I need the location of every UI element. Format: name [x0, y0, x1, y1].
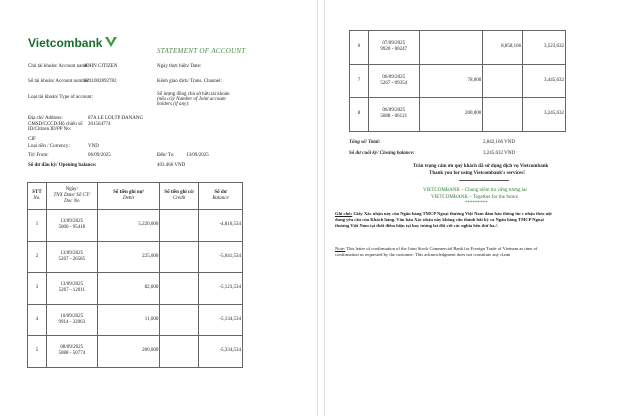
row-number: 6 — [350, 31, 369, 65]
row-balance: -5,134,534 — [199, 304, 243, 336]
row-date-doc: 07/09/2025 9920 - 00247 — [368, 31, 419, 65]
row-credit — [483, 98, 523, 132]
account-name-label: Chủ tài khoản/ Account name: — [28, 64, 89, 69]
row-date-doc: 06/09/2025 5267 - 09354 — [368, 64, 419, 98]
row-debit: 200,000 — [419, 98, 483, 132]
currency: VND — [88, 144, 99, 149]
id-label-2: ID/Citizen ID/PP No: — [28, 127, 72, 132]
row-balance: -5,123,534 — [199, 273, 243, 305]
note-en: Note: This letter of confirmation of the Joint Stock Commercial Bank for Foreign Trade of Vietnam as time of confirmation as requested by the customer. This acknowledgment does not constitute any claim — [335, 246, 538, 257]
table-row — [28, 336, 243, 368]
thanks-en: Thank you for using Vietcombank's services! — [429, 171, 525, 176]
table-row — [28, 241, 243, 273]
table-row — [350, 31, 566, 65]
from-label: Từ/ From: — [28, 153, 49, 158]
row-number: 4 — [28, 304, 47, 336]
row-credit — [160, 241, 199, 273]
row-number: 1 — [28, 210, 47, 242]
row-balance: -5,041,534 — [199, 241, 243, 273]
address: 87A LE LOI,TP DANANG — [88, 116, 144, 121]
row-balance: 3,245,632 — [523, 98, 566, 132]
from-date: 06/09/2025 — [88, 153, 111, 158]
table-row — [28, 304, 243, 336]
divider — [459, 180, 509, 181]
row-credit — [160, 336, 199, 368]
date-label: Ngày thực hiện/ Date: — [157, 64, 202, 69]
table-row — [28, 273, 243, 305]
row-credit — [160, 273, 199, 305]
id-label-1: CMSD/CCCD/Hộ chiếu số — [28, 122, 83, 127]
id-number: 201564774 — [88, 122, 111, 127]
stars: ********* — [465, 201, 488, 206]
total-label: Tổng số/ Total: — [349, 140, 381, 145]
row-number: 3 — [28, 273, 47, 305]
row-debit: 200,000 — [97, 336, 160, 368]
transactions-table-2 — [349, 30, 566, 132]
opening-balance-label: Số dư đầu kỳ/ Opening balance: — [28, 163, 97, 168]
row-credit — [483, 64, 523, 98]
joint-holders-label-1: Số lượng đồng chủ sở hữu tài khoản — [157, 92, 230, 97]
to-label: Đến/ To: — [157, 153, 175, 158]
statement-page-2 — [324, 0, 636, 416]
row-debit: 82,000 — [97, 273, 160, 305]
row-date-doc: 06/09/2025 5088 - 06121 — [368, 98, 419, 132]
address-label: Địa chỉ/ Address: — [28, 116, 63, 121]
cif-label: CIF — [28, 137, 36, 142]
row-debit: 5,220,000 — [97, 210, 160, 242]
currency-label: Loại tiền / Currency: — [28, 144, 70, 149]
row-credit — [160, 210, 199, 242]
opening-balance: 403.466 VND — [157, 163, 186, 168]
row-balance: -4,816,534 — [199, 210, 243, 242]
slogan-vi: VIETCOMBANK – Chung niềm tin vững tương lai — [423, 188, 527, 193]
row-balance: -5,334,534 — [199, 336, 243, 368]
vietcombank-logo: Vietcombank — [28, 36, 118, 50]
row-credit — [160, 304, 199, 336]
account-number-label: Số tài khoản/ Account number: — [28, 79, 91, 84]
row-date-doc: 08/09/2025 5088 - 50774 — [46, 336, 97, 368]
account-number: 0231002892782 — [84, 79, 117, 84]
row-number: 2 — [28, 241, 47, 273]
joint-holders-label-2: (nếu có)/ Number of Joint account — [157, 97, 226, 102]
row-date-doc: 13/09/2025 5267 - 12011 — [46, 273, 97, 305]
slogan-en: VIETCOMBANK – Together for the future — [431, 195, 519, 200]
row-number: 7 — [350, 64, 369, 98]
table-row — [350, 64, 566, 98]
row-debit — [419, 31, 483, 65]
closing-balance-value: 3,245,632 VND — [483, 151, 515, 156]
table-row — [350, 98, 566, 132]
row-date-doc: 13/09/2025 5267 - 26585 — [46, 241, 97, 273]
joint-holders-label-3: holders (if any): — [157, 102, 190, 107]
row-debit: 78,000 — [419, 64, 483, 98]
row-debit: 11,000 — [97, 304, 160, 336]
total-value: 2,842,166 VND — [483, 140, 515, 145]
row-balance: 3,445,632 — [523, 64, 566, 98]
statement-title: STATEMENT OF ACCOUNT — [157, 47, 246, 55]
row-date-doc: 13/09/2025 5000 - 95418 — [46, 210, 97, 242]
account-type-label: Loại tài khoản/ Type of account: — [28, 95, 93, 100]
row-date-doc: 10/09/2025 9914 - 32063 — [46, 304, 97, 336]
row-number: 5 — [28, 336, 47, 368]
table-row — [28, 210, 243, 242]
row-credit: 8,858,166 — [483, 31, 523, 65]
logo-emblem-icon — [104, 36, 118, 48]
row-debit: 225,000 — [97, 241, 160, 273]
row-number: 8 — [350, 98, 369, 132]
thanks-vi: Trân trọng cảm ơn quý khách đã sử dụng dịch vụ Vietcombank — [413, 164, 549, 169]
note-vi: Ghi chú: Giấy Xác nhận này của Ngân hàng TMCP Ngoại thương Việt Nam đảm bảo thông tin c nhận theo nội dung yêu cầu của Khách hàng. Văn bản Xác nhận này không cấu thành bất kỳ ca Ngân hàng TMCP Ngoại thương Việt Nam tại thời điểm hiện tại hay tương lai đối với các nghĩa bên thứ ba./. — [335, 211, 552, 228]
channel-label: Kênh giao dịch/ Trans. Channel: — [157, 79, 222, 84]
closing-balance-label: Số dư cuối kỳ/ Closing balance: — [349, 151, 415, 156]
table-header: STT No. Ngày/ TNX Date/ Số CT/ Doc No Số tiền ghi nợ/ Debit Số tiền ghi có/ Credit Số dư Balance — [28, 183, 243, 210]
statement-page-1 — [6, 0, 318, 416]
to-date: 13/09/2025 — [186, 153, 209, 158]
row-balance: 3,523,632 — [523, 31, 566, 65]
account-name: JOHN CITIZEN — [84, 64, 118, 69]
transactions-table-1 — [27, 182, 243, 368]
